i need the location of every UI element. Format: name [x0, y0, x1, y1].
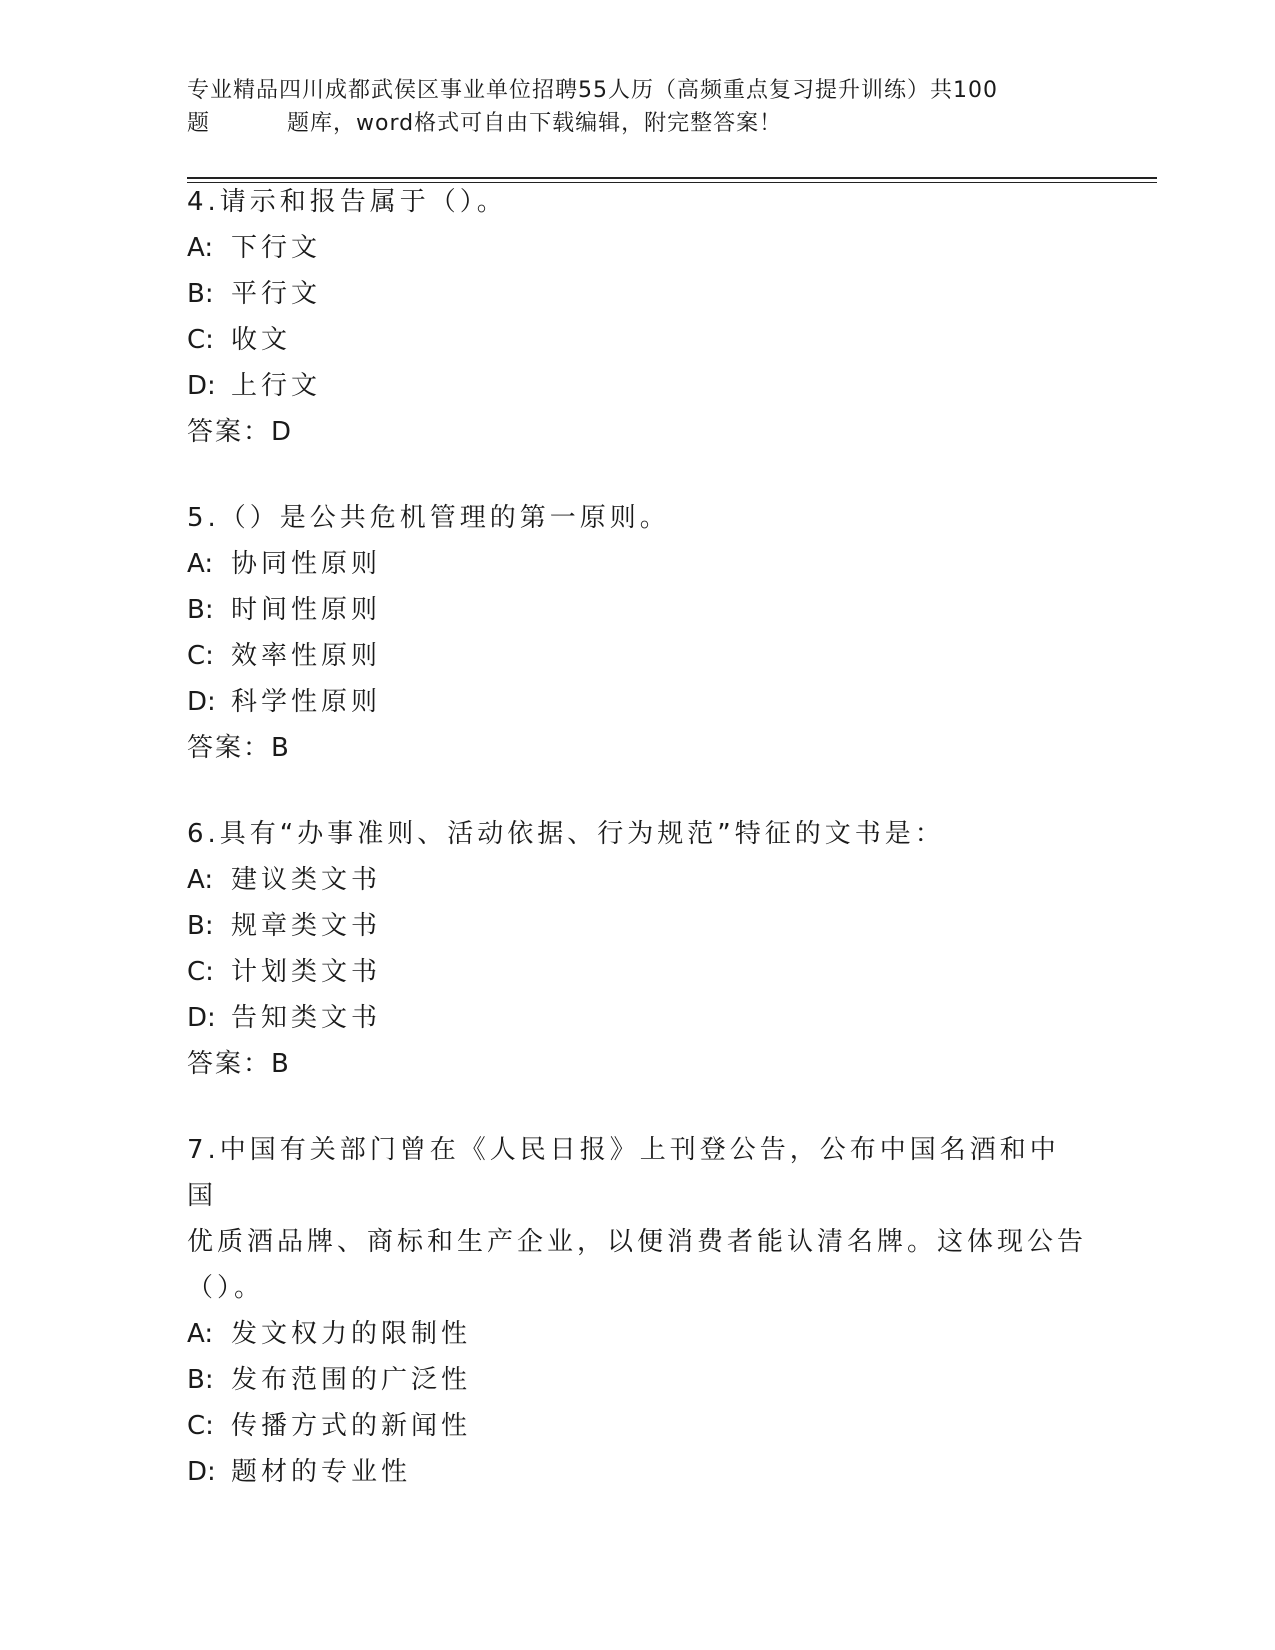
option-letter: A: — [187, 549, 214, 579]
option-c — [187, 317, 1087, 363]
option-letter: C: — [187, 1411, 214, 1441]
option-text: 收文 — [231, 325, 292, 355]
option-text: 下行文 — [231, 233, 322, 263]
option-a — [187, 1311, 1087, 1357]
header-subtitle-lead: 题 — [187, 111, 211, 136]
question-stem-line: 7.中国有关部门曾在《人民日报》上刊登公告，公布中国名酒和中国 — [187, 1135, 1060, 1211]
question-5 — [187, 495, 1087, 771]
option-letter: C: — [187, 641, 214, 671]
option-letter: D: — [187, 1457, 216, 1487]
option-letter: C: — [187, 325, 214, 355]
question-stem-line: （）。 — [187, 1273, 265, 1303]
answer-line: 答案：B — [187, 1049, 291, 1079]
document-header — [187, 74, 1067, 140]
option-letter: B: — [187, 595, 214, 625]
option-letter: D: — [187, 1003, 216, 1033]
option-a — [187, 857, 1087, 903]
option-text: 科学性原则 — [231, 687, 382, 717]
option-text: 告知类文书 — [231, 1003, 382, 1033]
option-d — [187, 679, 1087, 725]
option-text: 发布范围的广泛性 — [231, 1365, 472, 1395]
option-text: 协同性原则 — [231, 549, 382, 579]
option-b — [187, 1357, 1087, 1403]
option-text: 规章类文书 — [231, 911, 382, 941]
option-a — [187, 225, 1087, 271]
question-6 — [187, 811, 1087, 1087]
option-letter: A: — [187, 865, 214, 895]
answer-line: 答案：B — [187, 733, 291, 763]
option-letter: B: — [187, 279, 214, 309]
option-letter: B: — [187, 911, 214, 941]
option-b — [187, 271, 1087, 317]
option-letter: D: — [187, 371, 216, 401]
question-7 — [187, 1127, 1087, 1495]
option-d — [187, 1449, 1087, 1495]
option-text: 题材的专业性 — [231, 1457, 412, 1487]
option-letter: A: — [187, 1319, 214, 1349]
question-4 — [187, 179, 1087, 455]
option-c — [187, 949, 1087, 995]
option-c — [187, 633, 1087, 679]
option-d — [187, 995, 1087, 1041]
question-stem: 5.（）是公共危机管理的第一原则。 — [187, 503, 670, 533]
option-text: 传播方式的新闻性 — [231, 1411, 472, 1441]
header-title-line: 专业精品四川成都武侯区事业单位招聘55人历（高频重点复习提升训练）共100 — [187, 78, 998, 103]
option-a — [187, 541, 1087, 587]
answer-line: 答案：D — [187, 417, 294, 447]
option-b — [187, 587, 1087, 633]
option-letter: B: — [187, 1365, 214, 1395]
option-d — [187, 363, 1087, 409]
option-text: 平行文 — [231, 279, 322, 309]
option-letter: D: — [187, 687, 216, 717]
question-stem: 4.请示和报告属于（）。 — [187, 187, 507, 217]
option-b — [187, 903, 1087, 949]
header-subtitle-text: 题库，word格式可自由下载编辑，附完整答案！ — [287, 111, 783, 136]
option-text: 计划类文书 — [231, 957, 382, 987]
header-subtitle-line — [187, 107, 1067, 140]
question-stem-line: 优质酒品牌、商标和生产企业，以便消费者能认清名牌。这体现公告 — [187, 1227, 1088, 1257]
option-letter: A: — [187, 233, 214, 263]
option-c — [187, 1403, 1087, 1449]
question-stem: 6.具有“办事准则、活动依据、行为规范”特征的文书是： — [187, 819, 945, 849]
option-letter: C: — [187, 957, 214, 987]
option-text: 上行文 — [231, 371, 322, 401]
option-text: 发文权力的限制性 — [231, 1319, 472, 1349]
option-text: 效率性原则 — [231, 641, 382, 671]
option-text: 建议类文书 — [231, 865, 382, 895]
option-text: 时间性原则 — [231, 595, 382, 625]
